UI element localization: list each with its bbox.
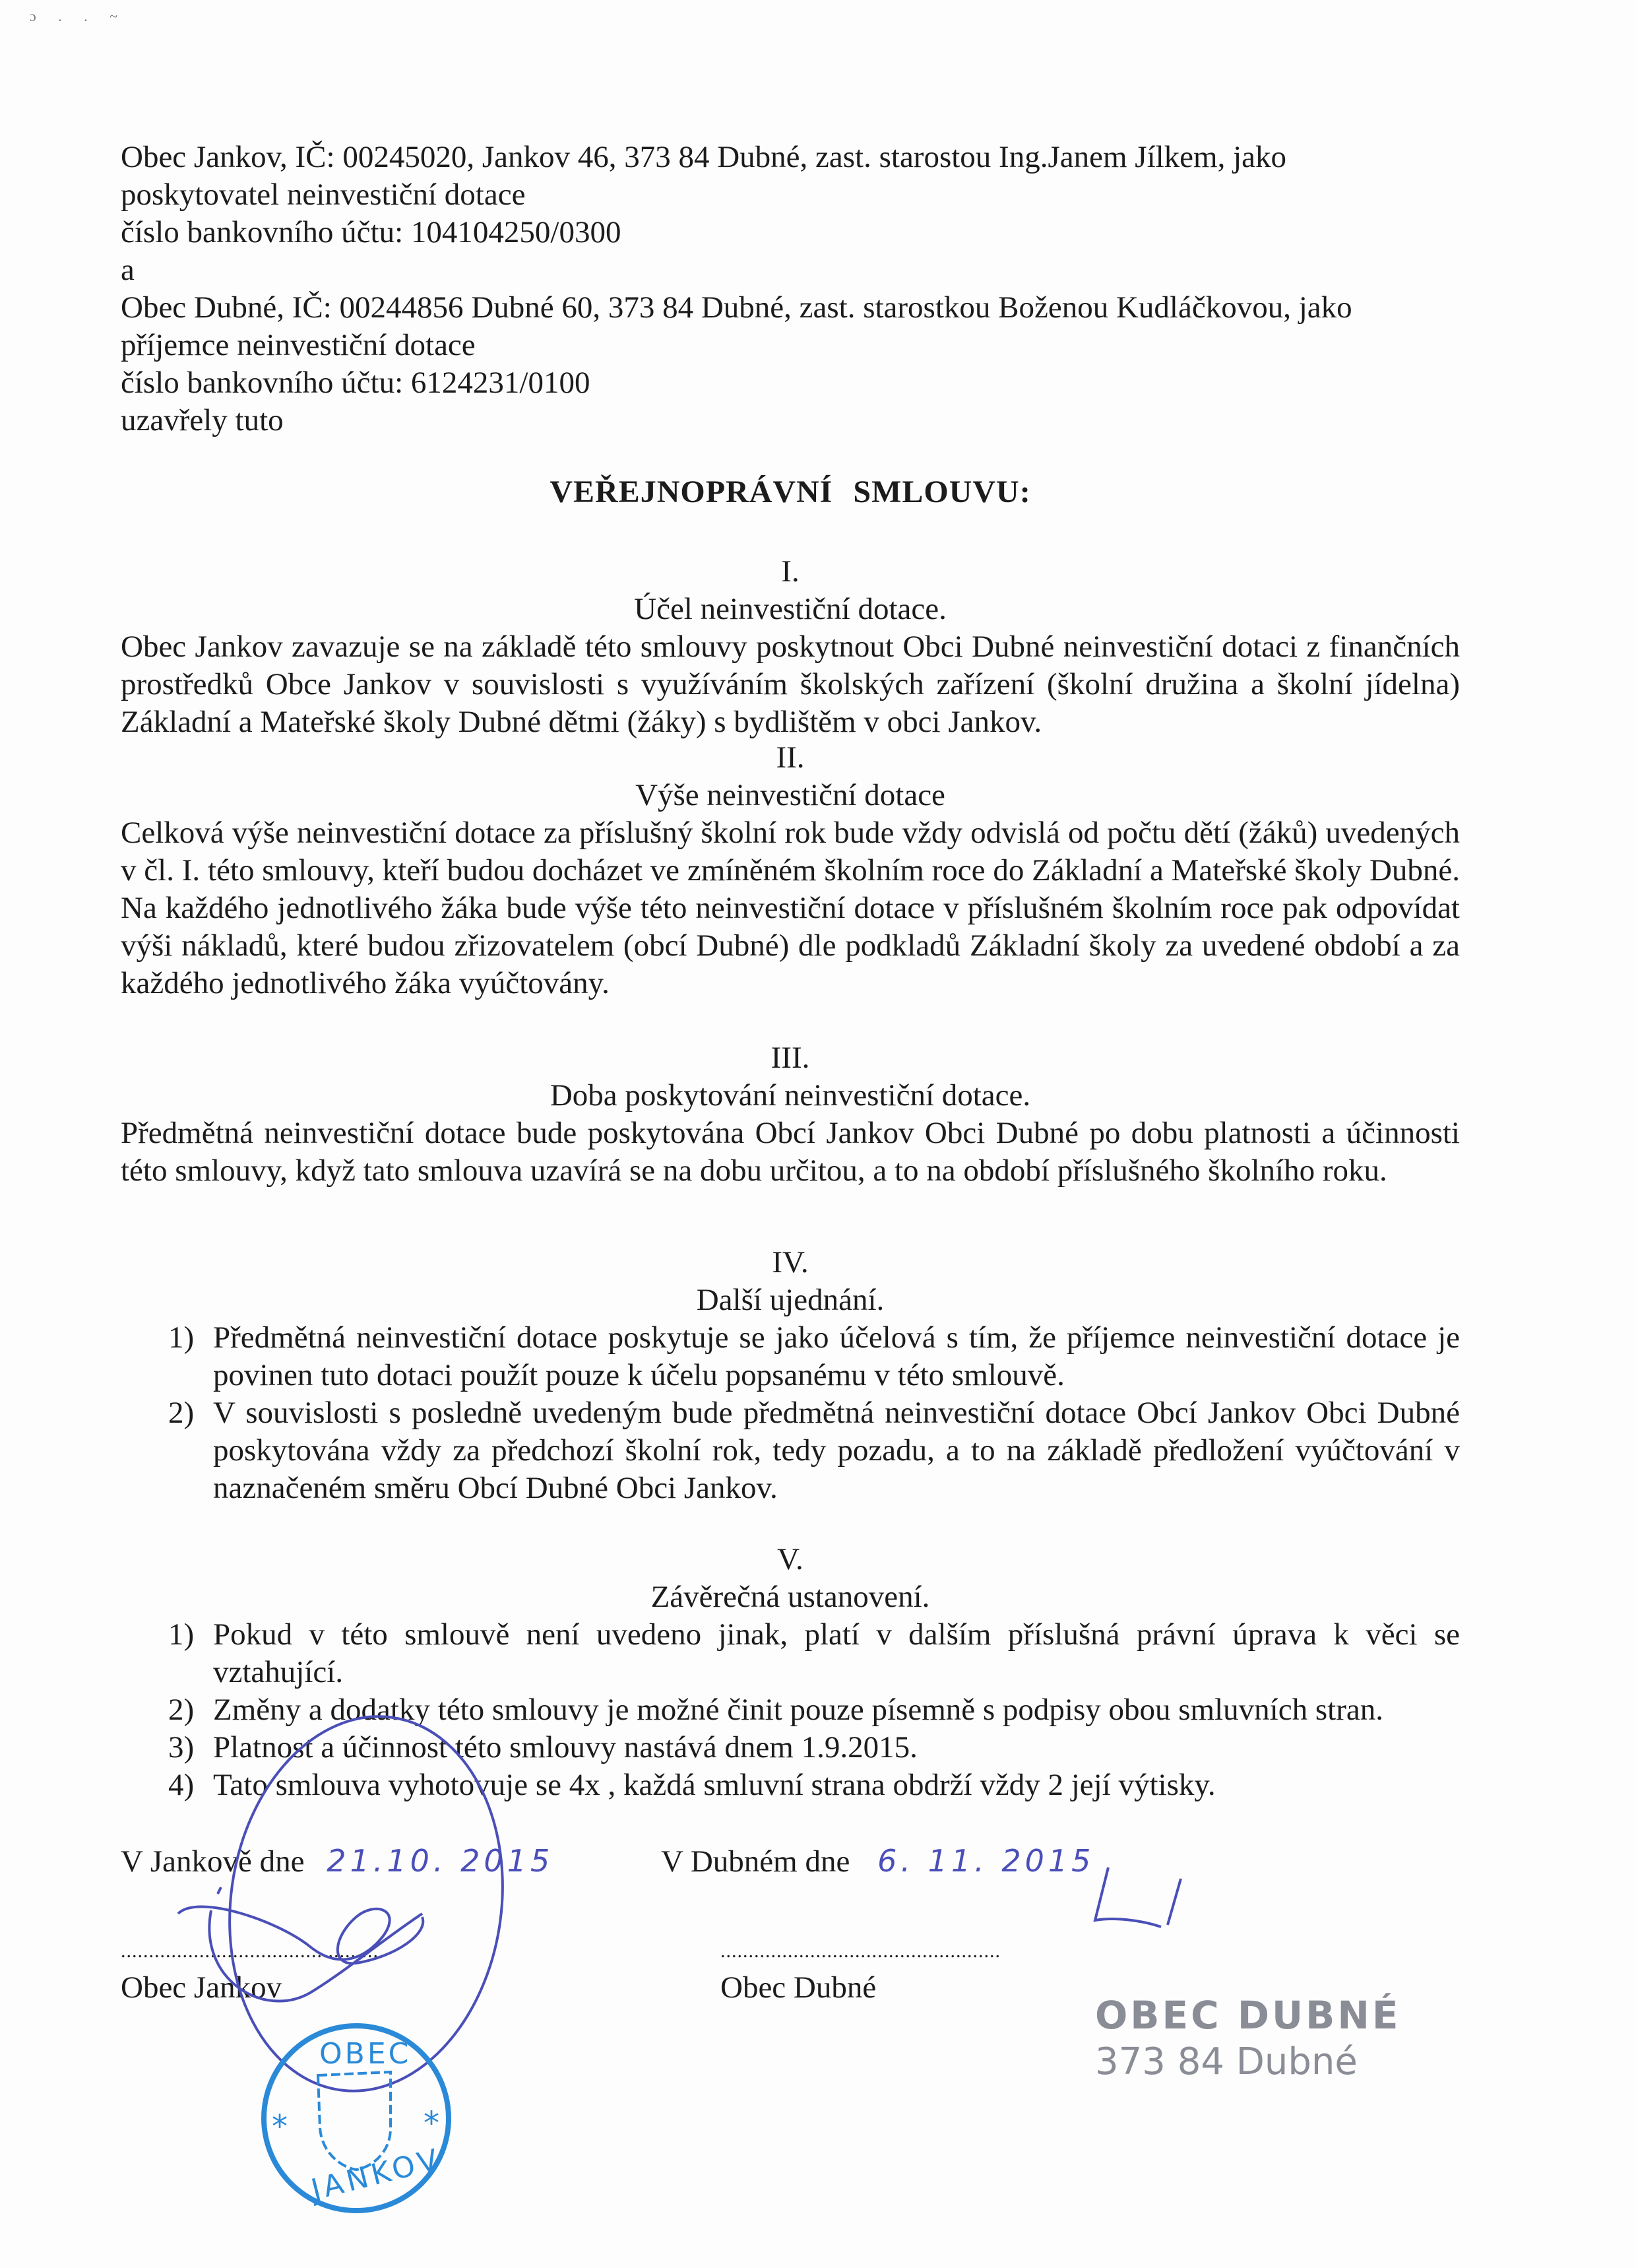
section-heading: Výše neinvestiční dotace bbox=[635, 778, 945, 812]
document-title: VEŘEJNOPRÁVNÍ SMLOUVU: bbox=[550, 474, 1031, 509]
section-text: Předmětná neinvestiční dotace bude poskytována Obcí Jankov Obci Dubné po dobu platnosti a účinnosti této smlouvy, když tato smlouva uzavírá se na dobu určitou, a to na období příslušného školního roku. bbox=[121, 1116, 1460, 1188]
item-number: 2) bbox=[168, 1396, 195, 1430]
section-text: Obec Jankov zavazuje se na základě této smlouvy poskytnout Obci Dubné neinvestiční dotaci z finančních prostředků Obce Jankov v souvislosti s využíváním školských zařízení (školní družina a školní jídelna) Základní a Mateřské školy Dubné dětmi (žáky) s bydlištěm v obci Jankov. bbox=[121, 630, 1460, 739]
provider-line-2: poskytovatel neinvestiční dotace bbox=[121, 178, 526, 212]
item-text: Pokud v této smlouvě není uvedeno jinak, platí v dalším příslušná právní úprava k věci se vztahující. bbox=[213, 1617, 1460, 1689]
dubne-stamp bbox=[1095, 1993, 1401, 2083]
left-place-label: V Jankově dne bbox=[121, 1844, 305, 1879]
stamp-star-right: * bbox=[424, 2105, 439, 2142]
item-text: Platnost a účinnost této smlouvy nastává dnem 1.9.2015. bbox=[213, 1730, 918, 1765]
section-text: Celková výše neinvestiční dotace za příslušný školní rok bude vždy odvislá od počtu dětí (žáků) uvedených v čl. I. této smlouvy, kteří budou docházet ve zmíněném školním roce do Základní a Mateřské školy Dubné. Na každého jednotlivého žáka bude výše této neinvestiční dotace v příslušném školním roce pak odpovídat výši nákladů, které budou zřizovatelem (obcí Dubné) dle podkladů Základní školy za uvedené období a za každého jednotlivého žáka vyúčtovány. bbox=[121, 816, 1460, 1000]
section-heading: Další ujednání. bbox=[696, 1283, 885, 1317]
stamp-text-bottom: JANKOV bbox=[307, 2142, 445, 2207]
section-heading: Závěrečná ustanovení. bbox=[650, 1580, 930, 1614]
section-number: III. bbox=[771, 1041, 810, 1075]
left-handwritten-date: 21.10. 2015 bbox=[327, 1843, 554, 1879]
dubne-stamp-line-1: OBEC DUBNÉ bbox=[1095, 1993, 1401, 2038]
item-number: 1) bbox=[168, 1617, 195, 1652]
right-handwritten-date: 6. 11. 2015 bbox=[877, 1843, 1095, 1879]
stamp-star-left: * bbox=[272, 2108, 288, 2145]
and-conjunction: a bbox=[121, 253, 135, 287]
item-text: Změny a dodatky této smlouvy je možné činit pouze písemně s podpisy obou smluvních stran. bbox=[213, 1693, 1383, 1727]
item-number: 3) bbox=[168, 1730, 195, 1765]
section-number: IV. bbox=[772, 1245, 809, 1280]
item-text: Tato smlouva vyhotovuje se 4x , každá smluvní strana obdrží vždy 2 její výtisky. bbox=[213, 1768, 1216, 1802]
recipient-line-1: Obec Dubné, IČ: 00244856 Dubné 60, 373 84 Dubné, zast. starostkou Boženou Kudláčkovou, jako bbox=[121, 290, 1352, 325]
left-party-name: Obec Jankov bbox=[121, 1970, 282, 2005]
section-heading: Doba poskytování neinvestiční dotace. bbox=[550, 1078, 1031, 1113]
section-number: V. bbox=[777, 1542, 803, 1576]
item-number: 1) bbox=[168, 1320, 195, 1355]
recipient-line-2: příjemce neinvestiční dotace bbox=[121, 328, 476, 362]
item-number: 2) bbox=[168, 1693, 195, 1727]
section-number: II. bbox=[776, 740, 805, 775]
item-number: 4) bbox=[168, 1768, 195, 1802]
item-text: V souvislosti s posledně uvedeným bude předmětná neinvestiční dotace Obcí Jankov Obci Dubné poskytována vždy za předchozí školní rok, tedy pozadu, a to na základě předložení vyúčtování v naznačeném směru Obcí Dubné Obci Jankov. bbox=[213, 1396, 1460, 1505]
right-signature-line: .................................................. bbox=[720, 1940, 1001, 1962]
dubne-stamp-line-2: 373 84 Dubné bbox=[1095, 2040, 1358, 2083]
scan-artifact: ɔ . . ~ bbox=[30, 8, 127, 24]
section-heading: Účel neinvestiční dotace. bbox=[634, 592, 947, 626]
item-text: Předmětná neinvestiční dotace poskytuje se jako účelová s tím, že příjemce neinvestiční dotace je povinen tuto dotaci použít pouze k účelu popsanému v této smlouvě. bbox=[213, 1320, 1460, 1392]
provider-bank-account: číslo bankovního účtu: 104104250/0300 bbox=[121, 215, 621, 249]
provider-line-1: Obec Jankov, IČ: 00245020, Jankov 46, 373 84 Dubné, zast. starostou Ing.Janem Jílkem, jako bbox=[121, 140, 1287, 174]
recipient-bank-account: číslo bankovního účtu: 6124231/0100 bbox=[121, 366, 590, 400]
concluded-text: uzavřely tuto bbox=[121, 403, 284, 437]
section-number: I. bbox=[781, 554, 800, 589]
stamp-text-top: OBEC bbox=[319, 2037, 412, 2071]
left-signature-line: .............................................. bbox=[121, 1940, 379, 1962]
right-party-name: Obec Dubné bbox=[720, 1970, 877, 2005]
right-place-label: V Dubném dne bbox=[661, 1844, 850, 1879]
